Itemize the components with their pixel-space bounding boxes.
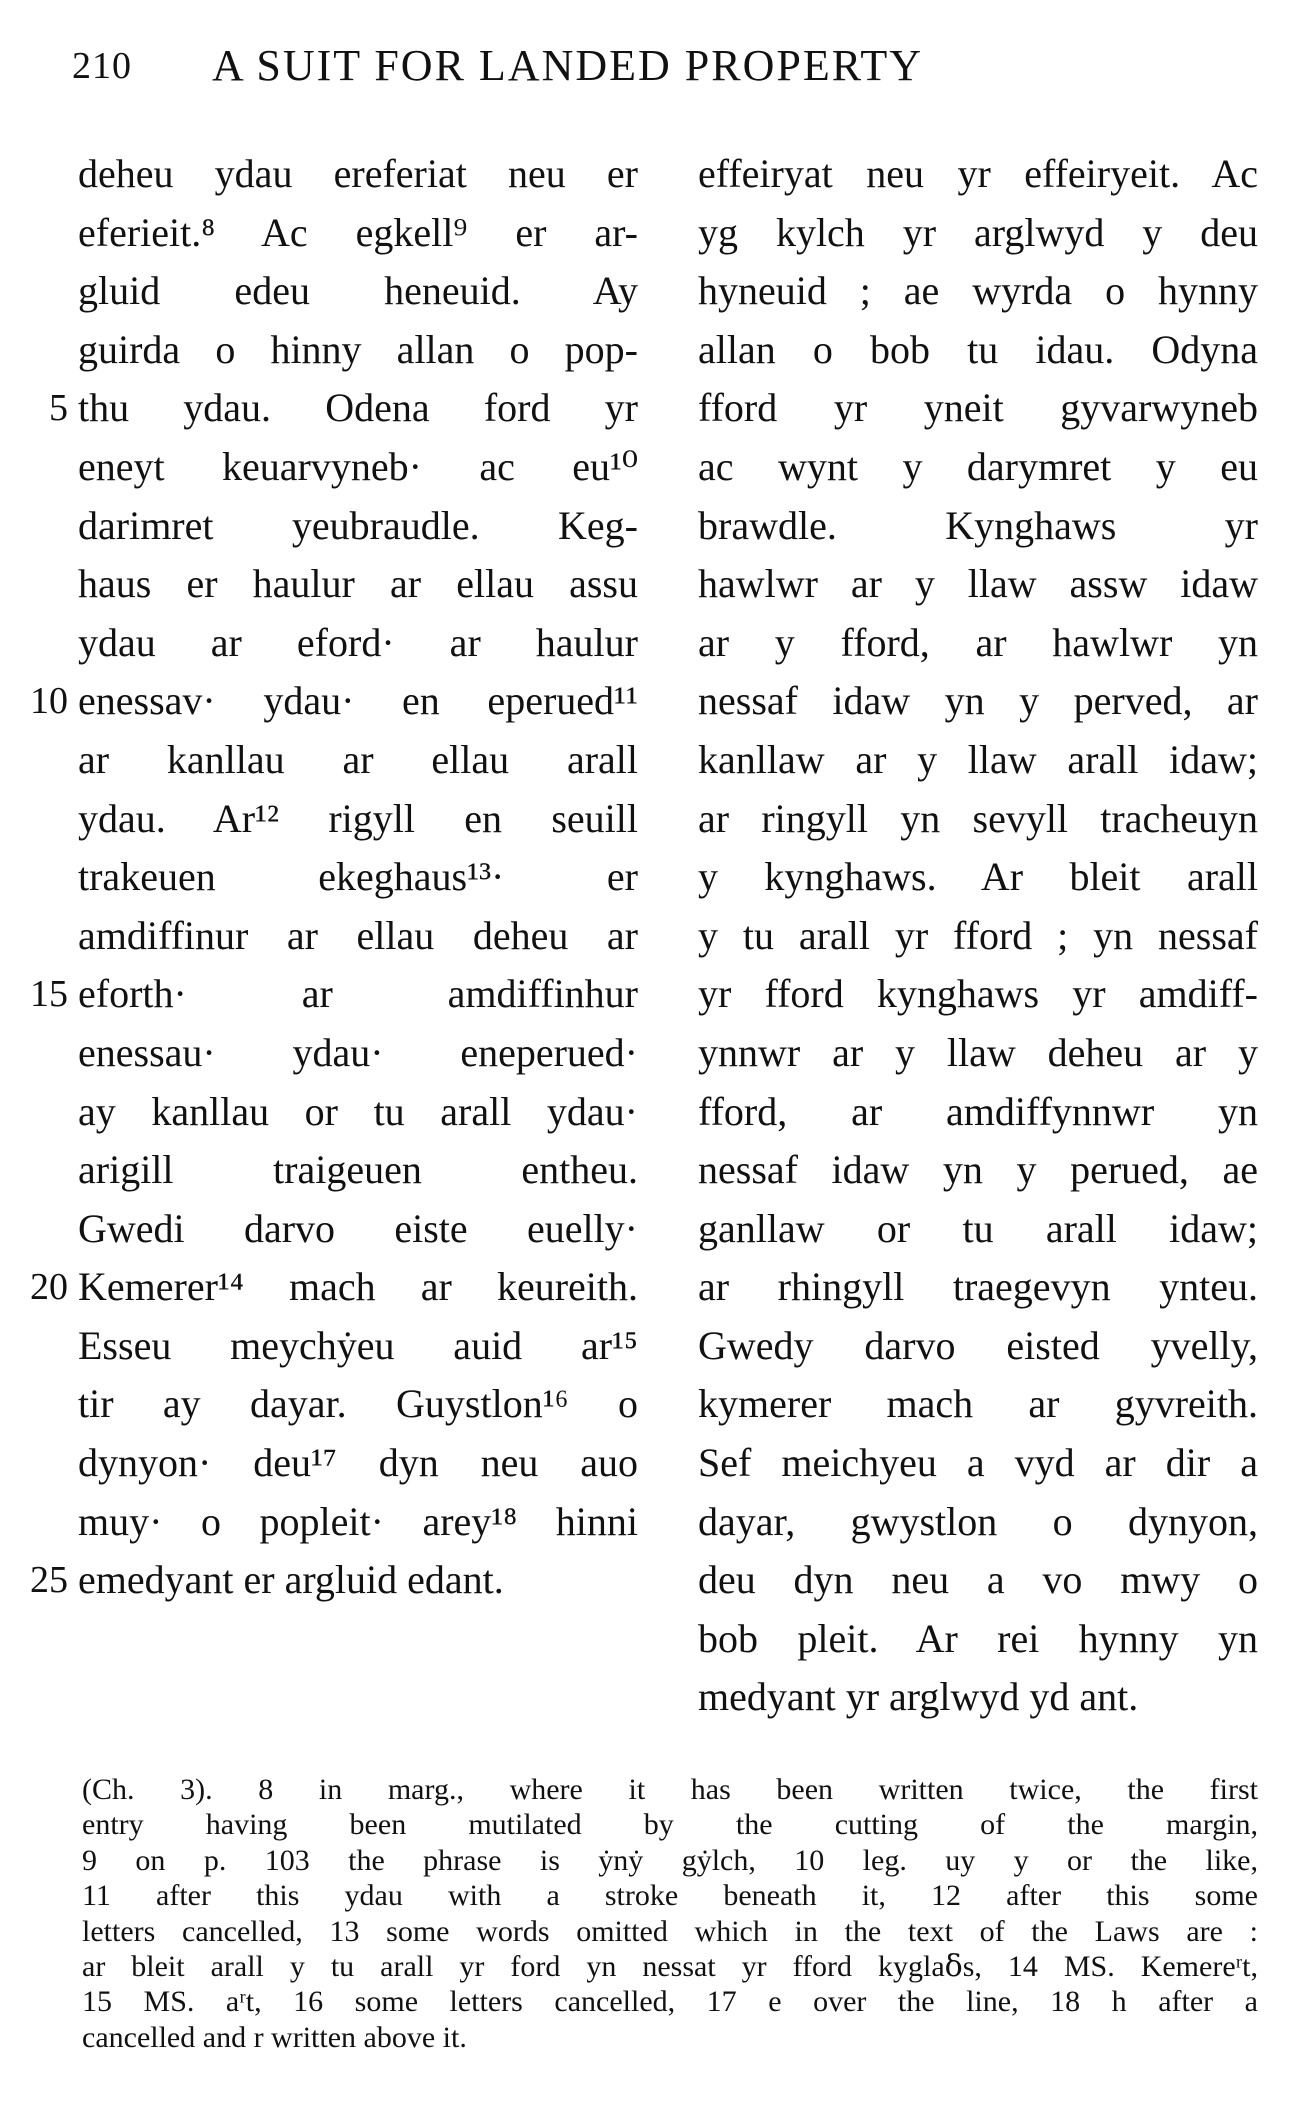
line-number: 20 [30,1266,68,1309]
line-text: thu ydau. Odena ford yr [78,385,638,431]
text-line [78,848,638,907]
line-text: emedyant er argluid edant. [78,1557,504,1603]
line-text: enessav· ydau· en eperued¹¹ [78,678,638,724]
footnotes [82,1772,1258,2055]
footnote-line: (Ch. 3). 8 in marg., where it has been written twice, the first [82,1773,1258,1806]
text-line: ynnwr ar y llaw deheu ar y [698,1029,1258,1075]
footnote-line: 15 MS. aʳt, 16 some letters cancelled, 17 e over the line, 18 h after a [82,1985,1258,2019]
text-line: nessaf idaw yn y perved, ar [698,678,1258,724]
text-line: yg kylch yr arglwyd y deu [698,209,1258,255]
text-line: deu dyn neu a vo mwy o [698,1557,1258,1603]
text-line: ar rhingyll traegevyn ynteu. [698,1264,1258,1310]
text-line [78,1493,638,1552]
text-line: brawdle. Kynghaws yr [698,502,1258,548]
text-line [30,965,638,1024]
medieval-text-column [30,145,638,1610]
modernized-text-column [698,145,1258,1727]
text-line: ar ringyll yn sevyll tracheuyn [698,795,1258,841]
line-text: Kemerer¹⁴ mach ar keureith. [78,1264,638,1310]
text-line: y tu arall yr fford ; yn nessaf [698,912,1258,958]
line-number: 15 [30,973,68,1016]
footnote-line: 11 after this ydau with a stroke beneath it, 12 after this some [82,1879,1258,1913]
line-text: trakeuen ekeghaus¹³· er [78,854,638,900]
text-line: kanllaw ar y llaw arall idaw; [698,736,1258,782]
text-line: ac wynt y darymret y eu [698,443,1258,489]
text-line [30,1258,638,1317]
line-number: 10 [30,680,68,723]
line-text: Esseu meychẏeu auid ar¹⁵ [78,1322,638,1368]
text-line [78,262,638,321]
line-text: guirda o hinny allan o pop- [78,326,638,372]
text-line: dayar, gwystlon o dynyon, [698,1498,1258,1544]
text-line [78,1024,638,1083]
text-line: y kynghaws. Ar bleit arall [698,854,1258,900]
line-text: ydau ar eford· ar haulur [78,619,638,665]
text-line [78,1317,638,1376]
line-text: ay kanllau or tu arall ydau· [78,1088,638,1134]
text-line [78,1434,638,1493]
text-line: hyneuid ; ae wyrda o hynny [698,268,1258,314]
line-number: 25 [30,1559,68,1602]
line-text: eneyt keuarvyneb· ac eu¹⁰ [78,443,638,489]
text-line [78,907,638,966]
text-line [78,497,638,556]
text-line: allan o bob tu idau. Odyna [698,326,1258,372]
line-text: eforth· ar amdiffinhur [78,971,638,1017]
text-line: ganllaw or tu arall idaw; [698,1205,1258,1251]
text-line: effeiryat neu yr effeiryeit. Ac [698,151,1258,196]
text-line: fford yr yneit gyvarwyneb [698,385,1258,431]
line-text: tir ay dayar. Guystlon¹⁶ o [78,1381,638,1427]
text-line [78,1083,638,1142]
text-line: Gwedy darvo eisted yvelly, [698,1322,1258,1368]
text-line: kymerer mach ar gyvreith. [698,1381,1258,1427]
text-line [78,555,638,614]
footnote-line: ar bleit arall y tu arall yr ford yn nessat yr fford kyglaẟs, 14 MS. Kemereʳt, [82,1949,1258,1983]
line-text: Gwedi darvo eiste euelly· [78,1205,638,1251]
running-title: A SUIT FOR LANDED PROPERTY [212,41,924,90]
text-line [78,790,638,849]
text-line: ar y fford, ar hawlwr yn [698,619,1258,665]
line-text: dynyon· deu¹⁷ dyn neu auo [78,1440,638,1486]
page-number: 210 [72,45,132,87]
text-line [49,379,638,438]
footnote-line: cancelled and r written above it. [82,2020,467,2054]
line-text: eferieit.⁸ Ac egkell⁹ er ar- [78,209,638,255]
line-number: 5 [49,387,68,430]
text-line [78,1375,638,1434]
text-line [78,1200,638,1259]
text-line [78,321,638,380]
page-header [72,40,1222,100]
footnote-line: 9 on p. 103 the phrase is ẏnẏ gẏlch, 10 leg. uy y or the like, [82,1843,1258,1877]
text-line: Sef meichyeu a vyd ar dir a [698,1440,1258,1486]
line-text: enessau· ydau· eneperued· [78,1029,638,1075]
line-text: deheu ydau ereferiat neu er [78,151,638,196]
text-line [78,614,638,673]
line-text: amdiffinur ar ellau deheu ar [78,912,638,958]
line-text: haus er haulur ar ellau assu [78,561,638,607]
text-line: bob pleit. Ar rei hynny yn [698,1615,1258,1661]
text-line: yr fford kynghaws yr amdiff- [698,971,1258,1017]
line-text: muy· o popleit· arey¹⁸ hinni [78,1498,638,1544]
text-line: fford, ar amdiffynnwr yn [698,1088,1258,1134]
text-line [78,145,638,204]
text-line [78,1141,638,1200]
line-text: darimret yeubraudle. Keg- [78,502,638,548]
text-line [78,204,638,263]
line-text: ar kanllau ar ellau arall [78,736,638,782]
text-line: medyant yr arglwyd yd ant. [698,1674,1139,1720]
line-text: ydau. Ar¹² rigyll en seuill [78,795,638,841]
text-line: nessaf idaw yn y perued, ae [698,1147,1258,1193]
footnote-line: letters cancelled, 13 some words omitted which in the text of the Laws are : [82,1914,1258,1948]
text-line [78,438,638,497]
text-line [30,672,638,731]
text-line [78,731,638,790]
line-text: arigill traigeuen entheu. [78,1147,638,1193]
text-line [30,1551,638,1610]
footnote-line: entry having been mutilated by the cutting of the margin, [82,1808,1258,1842]
text-line: hawlwr ar y llaw assw idaw [698,561,1258,607]
line-text: gluid edeu heneuid. Ay [78,268,638,314]
